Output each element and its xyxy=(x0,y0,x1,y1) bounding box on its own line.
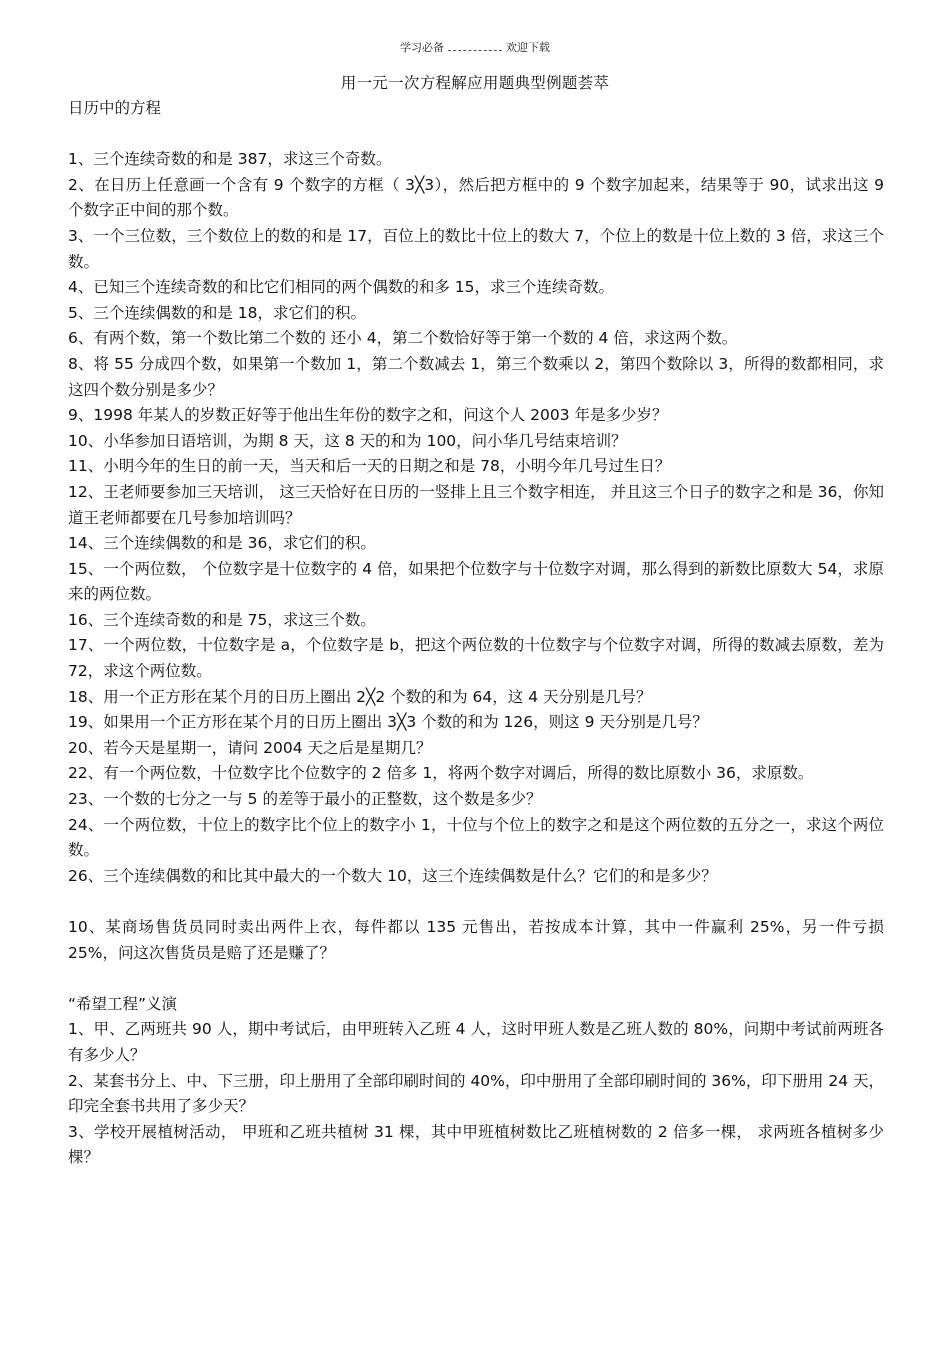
question-item-extra: 10、某商场售货员同时卖出两件上衣，每件都以 135 元售出，若按成本计算，其中一件赢利 25%，另一件亏损 25%，问这次售货员是赔了还是赚了？ xyxy=(68,918,884,962)
question-item: 12、王老师要参加三天培训， 这三天恰好在日历的一竖排上且三个数字相连， 并且这三个日子的数字之和是 36，你知道王老师都要在几号参加培训吗？ xyxy=(68,482,884,527)
header-right-text: 欢迎下载 xyxy=(506,41,550,54)
blank-line xyxy=(68,122,884,148)
section-heading-calendar: 日历中的方程 xyxy=(68,99,162,117)
section-heading-hope-project: “希望工程”义演 xyxy=(68,994,178,1013)
question-item: 3、学校开展植树活动， 甲班和乙班共植树 31 棵，其中甲班植树数比乙班植树数的 2 倍多一棵， 求两班各植树多少棵？ xyxy=(68,1122,884,1167)
question-item: 6、有两个数，第一个数比第二个数的 还小 4，第二个数恰好等于第一个数的 4 倍，求这两个数。 xyxy=(68,329,738,348)
question-item: 24、一个两位数，十位上的数字比个位上的数字小 1，十位与个位上的数字之和是这个两位数的五分之一，求这个两位数。 xyxy=(68,815,884,860)
question-item: 18、用一个正方形在某个月的日历上圈出 2╳2 个数的和为 64，这 4 天分别是几号？ xyxy=(68,687,652,706)
question-item: 2、在日历上任意画一个含有 9 个数字的方框（ 3╳3），然后把方框中的 9 个数字加起来，结果等于 90，试求出这 9 个数字正中间的那个数。 xyxy=(68,175,884,220)
question-item: 4、已知三个连续奇数的和比它们相同的两个偶数的和多 15，求三个连续奇数。 xyxy=(68,278,615,297)
section-calendar xyxy=(68,96,884,992)
question-item: 9、1998 年某人的岁数正好等于他出生年份的数字之和，问这个人 2003 年是多少岁？ xyxy=(68,406,668,425)
question-item: 23、一个数的七分之一与 5 的差等于最小的正整数，这个数是多少？ xyxy=(68,790,542,809)
document-title: 用一元一次方程解应用题典型例题荟萃 xyxy=(340,74,610,92)
question-item: 22、有一个两位数，十位数字比个位数字的 2 倍多 1，将两个数字对调后，所得的数比原数小 36，求原数。 xyxy=(68,764,814,783)
question-item: 14、三个连续偶数的和是 36，求它们的积。 xyxy=(68,534,376,553)
question-item: 5、三个连续偶数的和是 18，求它们的积。 xyxy=(68,303,367,322)
document-body xyxy=(68,96,884,1171)
question-item: 11、小明今年的生日的前一天，当天和后一天的日期之和是 78，小明今年几号过生日？ xyxy=(68,457,671,476)
question-item: 1、三个连续奇数的和是 387，求这三个奇数。 xyxy=(68,150,392,169)
header-left-text: 学习必备 xyxy=(400,41,444,54)
question-item: 16、三个连续奇数的和是 75，求这三个数。 xyxy=(68,610,376,629)
question-item: 8、将 55 分成四个数，如果第一个数加 1，第二个数减去 1，第三个数乘以 2，第四个数除以 3，所得的数都相同，求这四个数分别是多少？ xyxy=(68,354,884,399)
question-item: 20、若今天是星期一，请问 2004 天之后是星期几？ xyxy=(68,738,432,757)
question-item: 2、某套书分上、中、下三册，印上册用了全部印刷时间的 40%，印中册用了全部印刷时间的 36%，印下册用 24 天，印完全套书共用了多少天？ xyxy=(68,1071,884,1116)
blank-line xyxy=(68,966,884,992)
section-hope-project xyxy=(68,992,884,1171)
blank-line xyxy=(68,889,884,915)
header-dash-gap xyxy=(448,41,502,51)
question-item: 17、一个两位数，十位数字是 a，个位数字是 b，把这个两位数的十位数字与个位数字对调，所得的数减去原数，差为 72，求这个两位数。 xyxy=(68,636,884,681)
question-item: 19、如果用一个正方形在某个月的日历上圈出 3╳3 个数的和为 126，则这 9 天分别是几号？ xyxy=(68,713,708,732)
question-item: 3、一个三位数，三个数位上的数的和是 17，百位上的数比十位上的数大 7，个位上的数是十位上数的 3 倍，求这三个数。 xyxy=(68,226,884,271)
question-item: 26、三个连续偶数的和比其中最大的一个数大 10，这三个连续偶数是什么？它们的和是多少？ xyxy=(68,866,717,885)
question-item: 15、一个两位数， 个位数字是十位数字的 4 倍，如果把个位数字与十位数字对调，那么得到的新数比原数大 54，求原来的两位数。 xyxy=(68,559,884,604)
question-item: 1、甲、乙两班共 90 人，期中考试后，由甲班转入乙班 4 人，这时甲班人数是乙班人数的 80%，问期中考试前两班各有多少人？ xyxy=(68,1020,884,1064)
page-header xyxy=(0,41,950,55)
question-item: 10、小华参加日语培训，为期 8 天，这 8 天的和为 100，问小华几号结束培训？ xyxy=(68,431,627,450)
